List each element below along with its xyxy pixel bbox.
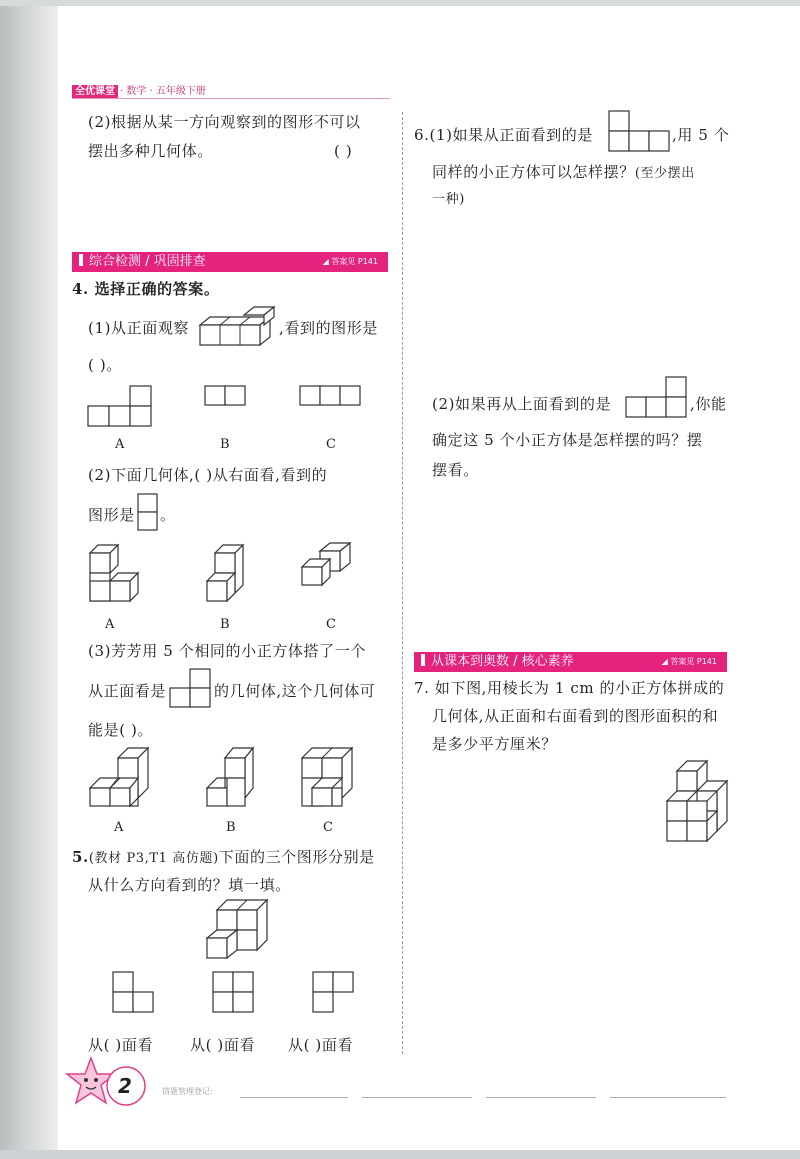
q4-2-option-a-figure xyxy=(88,545,148,605)
q6-1-front-view-figure xyxy=(608,110,672,152)
answer-ref: ◢ 答案见 P141 xyxy=(661,657,717,666)
q6-2-line3: 摆看。 xyxy=(432,461,479,479)
q6-2-top-view-figure xyxy=(625,376,689,420)
running-header xyxy=(72,82,206,97)
q5-fill-1: 从( )面看 xyxy=(88,1036,154,1054)
q4-1-solid-figure xyxy=(197,306,275,346)
q4-3-label-c: C xyxy=(323,820,333,835)
q4-3-label-a: A xyxy=(114,820,124,835)
book-spine-shadow xyxy=(0,0,58,1159)
q4-3-text-b: 从正面看是 xyxy=(88,682,167,700)
q5-view-3-figure xyxy=(312,971,358,1017)
q6-2-text-b: ,你能 xyxy=(690,395,727,413)
q6-1-text-b: ,用 5 个 xyxy=(672,126,730,144)
cube-row-3 xyxy=(200,317,270,345)
q4-1-text-a: (1)从正面观察 xyxy=(88,319,190,337)
page-number: 2 xyxy=(118,1074,132,1098)
q5-solid-figure xyxy=(205,900,275,962)
q4-1-label-b: B xyxy=(220,437,230,452)
error-log-label: 错题管理登记: xyxy=(162,1087,213,1096)
q7-line1: 7. 如下图,用棱长为 1 cm 的小正方体拼成的 xyxy=(414,679,725,697)
q4-1-option-c-figure xyxy=(300,385,362,407)
error-log-line-1[interactable] xyxy=(240,1097,348,1098)
section-banner-olympiad xyxy=(414,652,727,672)
q4-1-label-a: A xyxy=(115,437,125,452)
header-subject: · 数学 · 五年级下册 xyxy=(120,86,206,97)
q4-1-option-b-figure xyxy=(205,385,247,407)
q5-fill-3: 从( )面看 xyxy=(288,1036,354,1054)
q4-1-option-a-figure xyxy=(88,385,154,427)
banner-title: 综合检测 / 巩固排查 xyxy=(89,254,206,269)
banner-bar xyxy=(79,254,83,266)
q6-2-text-a: (2)如果再从上面看到的是 xyxy=(432,395,612,413)
q4-3-text-d: 能是( )。 xyxy=(88,721,154,739)
q4-3-option-c-figure xyxy=(300,748,362,810)
q3-line1: (2)根据从某一方向观察到的图形不可以 xyxy=(88,113,361,131)
q4-2-option-b-figure xyxy=(205,545,255,605)
q4-3-front-view-figure xyxy=(170,668,212,710)
q7-solid-figure xyxy=(666,760,730,842)
header-rule xyxy=(72,98,390,99)
q5-view-2-figure xyxy=(212,971,258,1017)
q5-line1 xyxy=(72,847,375,869)
q4-1-text-b: ,看到的图形是 xyxy=(279,319,378,337)
q4-2-right-view-figure xyxy=(137,493,159,533)
q6-1-line2-b: (至少摆出 xyxy=(634,166,695,181)
q4-3-option-b-figure xyxy=(205,748,255,810)
q6-2-line2: 确定这 5 个小正方体是怎样摆的吗？摆 xyxy=(432,431,703,449)
error-log-line-2[interactable] xyxy=(362,1097,472,1098)
q5-fill-2: 从( )面看 xyxy=(190,1036,256,1054)
bottom-edge xyxy=(0,1150,800,1159)
top-edge xyxy=(0,0,800,6)
answer-ref: ◢ 答案见 P141 xyxy=(322,257,378,266)
error-log-line-3[interactable] xyxy=(486,1097,596,1098)
q4-1-label-c: C xyxy=(326,437,336,452)
q6-1-text-a: 6.(1)如果从正面看到的是 xyxy=(414,126,593,144)
banner-bar xyxy=(421,654,425,666)
q3-answer-paren: ( ) xyxy=(334,142,353,160)
q4-2-text-a: (2)下面几何体,( )从右面看,看到的 xyxy=(88,466,328,484)
section-banner-review xyxy=(72,252,388,272)
q6-1-line2 xyxy=(432,162,695,184)
q4-3-option-a-figure xyxy=(88,748,156,810)
q3-line2: 摆出多种几何体。 xyxy=(88,142,213,160)
q5-number: 5. xyxy=(72,848,89,866)
q4-2-label-c: C xyxy=(326,617,336,632)
q4-1-paren: ( )。 xyxy=(88,356,122,374)
q7-line3: 是多少平方厘米？ xyxy=(432,735,557,753)
q4-title: 4. 选择正确的答案。 xyxy=(72,280,220,298)
error-log-line-4[interactable] xyxy=(610,1097,726,1098)
q5-source: (教材 P3,T1 高仿题) xyxy=(88,851,219,866)
q4-3-text-a: (3)芳芳用 5 个相同的小正方体搭了一个 xyxy=(88,642,366,660)
q7-line2: 几何体,从正面和右面看到的图形面积的和 xyxy=(432,707,719,725)
q4-3-text-c: 的几何体,这个几何体可 xyxy=(214,682,376,700)
q4-3-label-b: B xyxy=(226,820,236,835)
q4-2-option-c-figure xyxy=(300,543,362,587)
q5-view-1-figure xyxy=(112,971,158,1017)
q6-1-line3: 一种) xyxy=(432,192,465,207)
q4-2-label-a: A xyxy=(105,617,115,632)
q6-1-line2-a: 同样的小正方体可以怎样摆？ xyxy=(432,163,635,181)
q4-2-text-c: 。 xyxy=(160,506,176,524)
banner-title: 从课本到奥数 / 核心素养 xyxy=(431,654,574,669)
q5-line2: 从什么方向看到的？填一填。 xyxy=(88,876,291,894)
q5-line1-text: 下面的三个图形分别是 xyxy=(218,848,375,866)
q4-2-text-b: 图形是 xyxy=(88,506,135,524)
q4-2-label-b: B xyxy=(220,617,230,632)
brand-logo: 全优课堂 xyxy=(72,85,118,98)
column-divider xyxy=(402,112,403,1054)
